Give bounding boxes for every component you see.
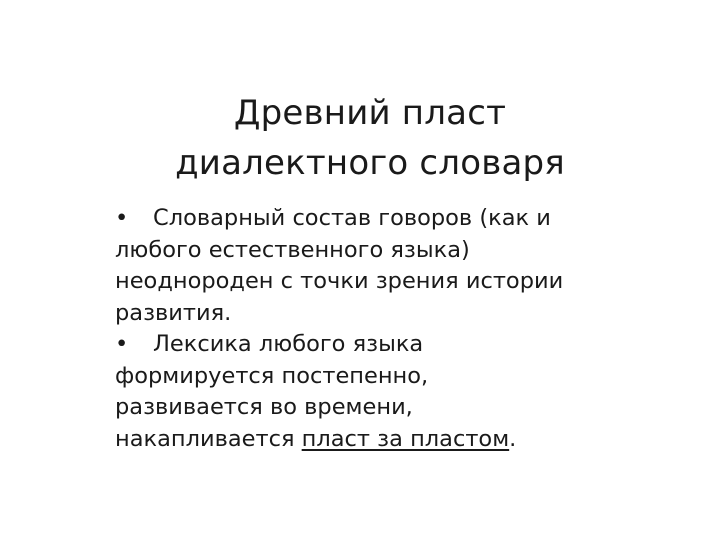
bullet-item-2: [115, 329, 615, 455]
bullet-item-1: [115, 203, 615, 329]
bullet2-line-4-suffix: .: [509, 425, 517, 452]
bullet1-line-4: развития.: [115, 299, 232, 326]
bullet2-line-4: [115, 424, 615, 456]
slide-title: [110, 88, 630, 188]
title-line-1: Древний пласт: [233, 93, 507, 133]
underlined-phrase: пласт за пластом: [301, 425, 510, 452]
bullet-icon: •: [115, 205, 129, 231]
slide-body: [115, 203, 615, 455]
bullet2-line-4-prefix: накапливается: [115, 425, 302, 452]
bullet-icon: •: [115, 331, 129, 357]
bullet1-line-1: Словарный состав говоров (как и: [153, 205, 551, 231]
bullet2-line-2: формируется постепенно,: [115, 362, 429, 389]
bullet1-line-3: неоднороден с точки зрения истории: [115, 268, 564, 294]
bullet2-line-1: Лексика любого языка: [153, 331, 424, 357]
bullet2-line-3: развивается во времени,: [115, 394, 413, 420]
bullet1-line-2: любого естественного языка): [115, 236, 470, 263]
title-line-2: диалектного словаря: [175, 143, 565, 183]
